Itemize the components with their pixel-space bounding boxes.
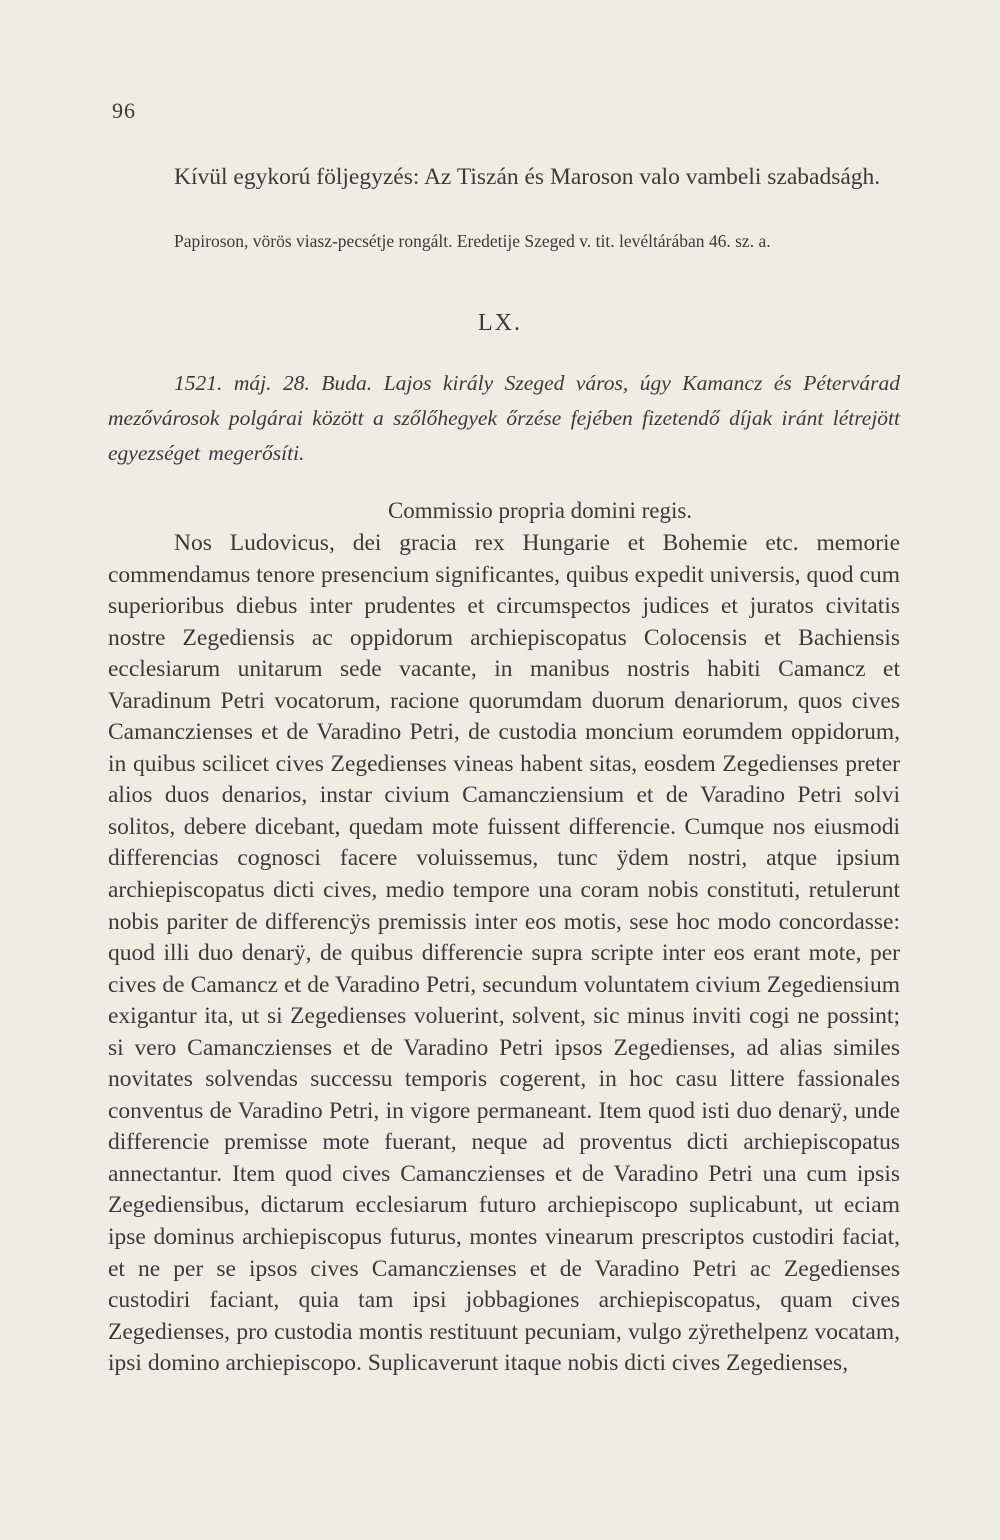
regest-summary: 1521. máj. 28. Buda. Lajos király Szeged város, úgy Kamancz és Pétervárad mezővárosok polgárai között a szőlőhegyek őrzése fejében fizetendő díjak iránt létrejött egyezséget megerősíti. bbox=[108, 371, 900, 465]
main-charter-text: Nos Ludovicus, dei gracia rex Hungarie et Bohemie etc. memorie commendamus tenore presencium significantes, quibus expedit universis, quod cum superioribus diebus inter prudentes et circumspectos judices et juratos civitatis nostre Zegediensis ac oppidorum archiepiscopatus Colocensis et Bachiensis ecclesiarum unitarum sede vacante, in manibus nostris habiti Camancz et Varadinum Petri vocatorum, racione quorumdam duorum denariorum, quos cives Camanczienses et de Varadino Petri, de custodia moncium eorumdem oppidorum, in quibus scilicet cives Zegedienses vineas habent sitas, eosdem Zegedienses preter alios duos denarios, instar civium Camancziensium et de Varadino Petri solvi solitos, debere dicebant, quedam mote fuissent differencie. Cumque nos eiusmodi differencias cognosci facere voluissemus, tunc ÿdem nostri, atque ipsium archiepiscopatus dicti cives, medio tempore una coram nobis constituti, retulerunt nobis pariter de differencÿs premissis inter eos motis, sese hoc modo concordasse: quod illi duo denarÿ, de quibus differencie supra scripte inter eos erant mote, per cives de Camancz et de Varadino Petri, secundum voluntatem civium Zegediensium exigantur ita, ut si Zegedienses voluerint, solvent, sic minus inviti cogi ne possint; si vero Camanczienses et de Varadino Petri ipsos Zegedienses, ad alias similes novitates solvendas successu temporis cogerent, in hoc casu littere fassionales conventus de Varadino Petri, in vigore permaneant. Item quod isti duo denarÿ, unde differencie premisse mote fuerant, neque ad proventus dicti archiepiscopatus annectantur. Item quod cives Camanczienses et de Varadino Petri una cum ipsis Zegediensibus, dictarum ecclesiarum futuro archiepiscopo suplicabunt, ut eciam ipse dominus archiepiscopus futurus, montes vinearum prescriptos custodiri faciat, et ne per se ipsos cives Camanczienses et de Varadino Petri ac Zegedienses custodiri faciant, quia tam ipsi jobbagiones archiepiscopatus, quam cives Zegedienses, pro custodia montis restituunt pecuniam, vulgo zÿrethelpenz vocatam, ipsi domino archiepiscopo. Suplicaverunt itaque nobis dicti cives Zegedienses, bbox=[108, 530, 900, 1377]
outer-note: Kívül egykorú följegyzés: Az Tiszán és Maroson valo vambeli szabadságh. bbox=[174, 164, 881, 190]
commissio-line: Commissio propria domini regis. bbox=[387, 498, 693, 523]
document-number: LX. bbox=[478, 310, 522, 336]
source-note: Papiroson, vörös viasz-pecsétje rongált. Eredetije Szeged v. tit. levéltárában 46. sz. a. bbox=[174, 231, 771, 251]
page-number: 96 bbox=[112, 98, 136, 123]
